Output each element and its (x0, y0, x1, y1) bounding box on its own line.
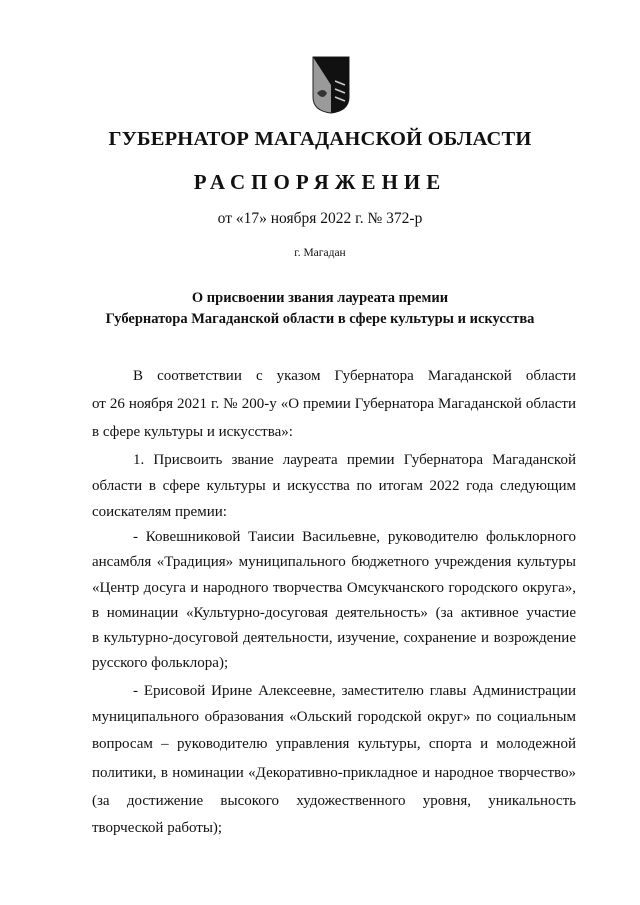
body-line: 1. Присвоить звание лауреата премии Губернатора Магаданской (133, 452, 576, 468)
subject-line: Губернатора Магаданской области в сфере культуры и искусства (105, 311, 535, 327)
body-line: - Ковешниковой Таисии Васильевне, руководителю фольклорного (133, 529, 576, 545)
body-line: области в сфере культуры и искусства по итогам 2022 года следующим (92, 478, 576, 494)
body-line: от 26 ноября 2021 г. № 200-у «О премии Губернатора Магаданской области (92, 396, 576, 412)
body-line: русского фольклора); (92, 655, 229, 671)
body-line: политики, в номинации «Декоративно-прикладное и народное творчество» (92, 765, 576, 781)
coat-of-arms-icon (311, 55, 351, 115)
body-line: «Центр досуга и народного творчества Омсукчанского городского округа», (92, 580, 576, 596)
body-line: в номинации «Культурно-досуговая деятельность» (за активное участие (92, 605, 576, 621)
document-city: г. Магадан (294, 247, 346, 259)
body-line: (за достижение высокого художественного уровня, уникальность (92, 793, 576, 809)
body-line: в сфере культуры и искусства»: (92, 424, 293, 440)
body-line: ансамбля «Традиция» муниципального бюджетного учреждения культуры (92, 554, 576, 570)
authority-title: ГУБЕРНАТОР МАГАДАНСКОЙ ОБЛАСТИ (108, 128, 532, 150)
document-date-number: от «17» ноября 2022 г. № 372-р (217, 210, 423, 227)
subject-line: О присвоении звания лауреата премии (191, 290, 449, 306)
body-line: муниципального образования «Ольский городской округ» по социальным (92, 709, 576, 725)
document-type: РАСПОРЯЖЕНИЕ (193, 170, 447, 194)
body-line: соискателям премии: (92, 504, 227, 520)
body-line: вопросам – руководителю управления культуры, спорта и молодежной (92, 736, 576, 752)
body-line: в культурно-досуговой деятельности, изучение, сохранение и возрождение (92, 630, 576, 646)
body-line: творческой работы); (92, 820, 223, 836)
body-line: В соответствии с указом Губернатора Магаданской области (133, 368, 576, 384)
body-line: - Ерисовой Ирине Алексеевне, заместителю главы Администрации (133, 683, 576, 699)
